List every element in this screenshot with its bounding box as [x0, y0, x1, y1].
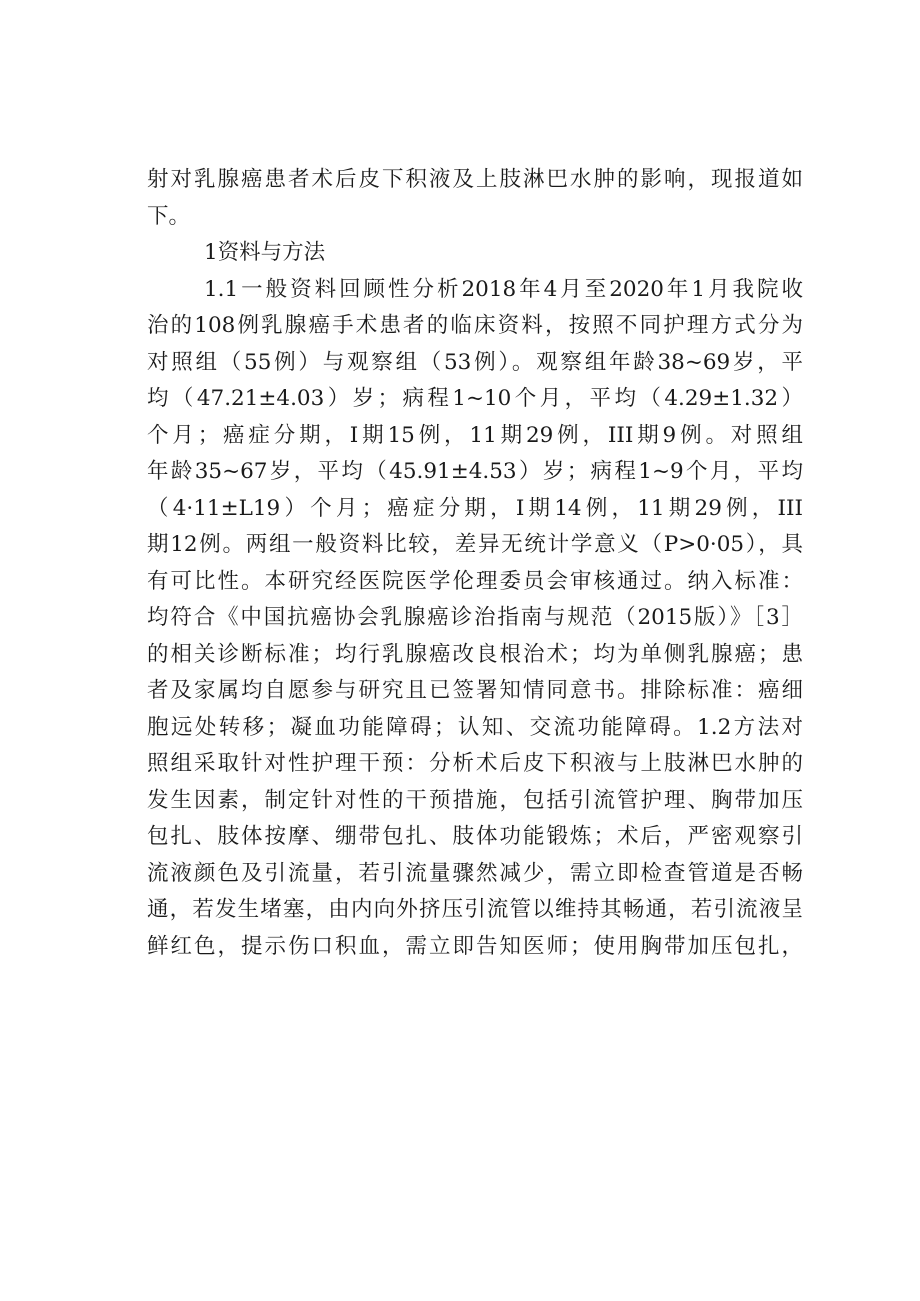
text-line: 者及家属均自愿参与研究且已签署知情同意书。排除标准：癌细 — [147, 678, 803, 703]
text-line: 的相关诊断标准；均行乳腺癌改良根治术；均为单侧乳腺癌；患 — [147, 641, 803, 667]
section-heading: 1资料与方法 — [204, 240, 326, 265]
text-line: 胞远处转移；凝血功能障碍；认知、交流功能障碍。1.2方法对 — [147, 714, 803, 740]
text-line: 个月；癌症分期，I期15例，11期29例，III期9例。对照组 — [147, 422, 803, 448]
text-line: 1.1一般资料回顾性分析2018年4月至2020年1月我院收 — [204, 276, 803, 302]
text-line: （4·11±L19）个月；癌症分期，I期14例，11期29例，III — [147, 495, 803, 521]
text-line: 有可比性。本研究经医院医学伦理委员会审核通过。纳入标准： — [147, 568, 803, 594]
text-line: 均符合《中国抗癌协会乳腺癌诊治指南与规范（2015版）》［3］ — [147, 605, 803, 630]
text-line: 照组采取针对性护理干预：分析术后皮下积液与上肢淋巴水肿的 — [147, 751, 803, 776]
text-line: 发生因素，制定针对性的干预措施，包括引流管护理、胸带加压 — [147, 787, 803, 813]
text-line: 包扎、肢体按摩、绷带包扎、肢体功能锻炼；术后，严密观察引 — [147, 824, 803, 849]
text-line: 射对乳腺癌患者术后皮下积液及上肢淋巴水肿的影响，现报道如 — [147, 167, 803, 192]
text-line: 均（47.21±4.03）岁；病程1~10个月，平均（4.29±1.32） — [147, 386, 803, 411]
text-line: 通，若发生堵塞，由内向外挤压引流管以维持其畅通，若引流液呈 — [147, 897, 803, 922]
text-line: 下。 — [147, 203, 191, 229]
text-line: 期12例。两组一般资料比较，差异无统计学意义（P>0·05），具 — [147, 532, 803, 557]
text-line: 年龄35~67岁，平均（45.91±4.53）岁；病程1~9个月，平均 — [147, 459, 803, 484]
text-line: 对照组（55例）与观察组（53例）。观察组年龄38~69岁，平 — [147, 349, 803, 375]
text-line: 治的108例乳腺癌手术患者的临床资料，按照不同护理方式分为 — [147, 313, 803, 338]
text-line: 鲜红色，提示伤口积血，需立即告知医师；使用胸带加压包扎， — [147, 933, 803, 959]
text-line: 流液颜色及引流量，若引流量骤然减少，需立即检查管道是否畅 — [147, 860, 803, 886]
body-text — [147, 162, 803, 965]
